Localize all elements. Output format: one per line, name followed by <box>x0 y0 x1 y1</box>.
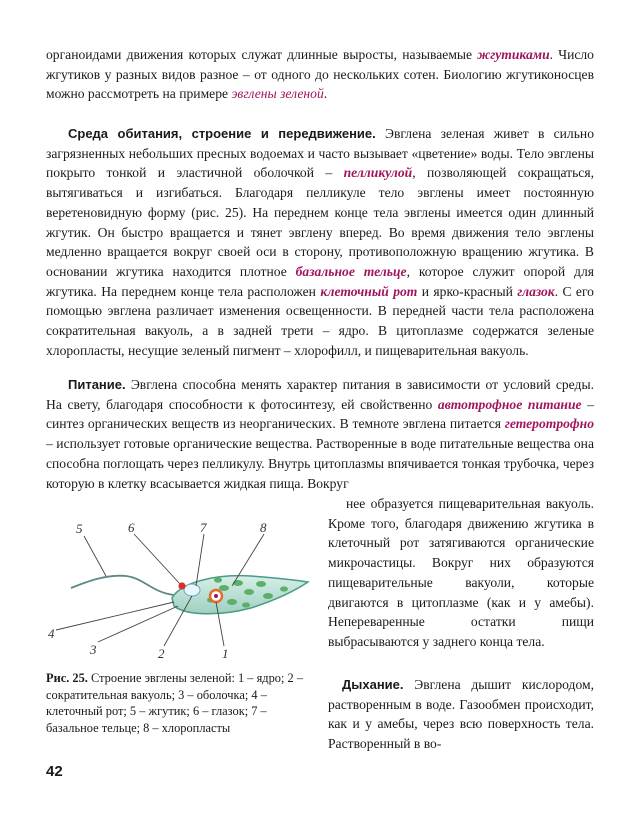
text-run: – синтез органических веществ из неорганических. В темноте эвглена питается <box>46 396 594 432</box>
section-heading-habitat: Среда обитания, строение и передвижение. <box>68 126 376 141</box>
caption-title: Рис. 25. <box>46 671 88 685</box>
chloroplast <box>244 589 254 595</box>
term-cell-mouth: клеточный рот <box>320 283 418 299</box>
term-pellikula: пелликулой <box>343 165 413 181</box>
term-zhgutiki: жгутиками <box>477 47 550 62</box>
figure-label-8: 8 <box>260 520 267 535</box>
figure-label-7: 7 <box>200 520 207 535</box>
section-heading-respiration: Дыхание. <box>342 677 404 692</box>
figure-label-4: 4 <box>48 626 55 641</box>
chloroplast <box>227 599 237 605</box>
text-run: и ярко-красный <box>417 283 518 299</box>
figure-label-5: 5 <box>76 521 83 536</box>
figure-label-3: 3 <box>90 642 97 657</box>
term-euglena: эвглены зеленой <box>231 86 324 102</box>
chloroplast <box>242 602 250 607</box>
text-run: нее образуется пищеварительная вакуоль. Кроме того, благодаря движению жгутика в клеточный рот затягиваются органические микрочастицы. Вокруг них образуются пищеварительные вакуоли, которые двигаются в цитоплазме (как и у амебы). Непереваренные остатки пищи выбрасываются у заднего конца тела. <box>328 496 594 649</box>
text-run: Эвглена способна менять характер питания в зависимости от условий среды. На свету, благодаря способности к фотосинтезу, ей свойственно <box>46 377 594 412</box>
term-eyespot: глазок <box>517 283 555 299</box>
paragraph-nutrition-continued <box>328 494 594 652</box>
paragraph-habitat <box>46 124 594 360</box>
term-basal-body: базальное тельце <box>295 263 407 279</box>
chloroplast <box>219 585 229 591</box>
section-heading-nutrition: Питание. <box>68 377 126 392</box>
chloroplast <box>233 580 243 586</box>
term-autotrophic: автотрофное питание <box>437 396 582 412</box>
figure-label-2: 2 <box>158 646 165 661</box>
term-heterotrophic: гетеротрофно <box>504 416 594 432</box>
flagellum <box>71 576 174 595</box>
paragraph-nutrition <box>46 375 594 493</box>
text-run: – использует готовые органические вещества. Растворенные в воде питательные вещества она способна поглощать через пелликулу. Внутрь цитоплазмы впячивается тонкая трубочка, через которую в клетку всасывается жидкая пища. Вокруг <box>46 436 594 491</box>
text-run: органоидами движения которых служат длинные выросты, называемые <box>46 47 478 62</box>
text-run: Эвглена зеленая живет в сильно загрязненных небольших пресных водоемах и часто вызывает «цветение» воды. Тело эвглены покрыто тонкой и эластичной оболочкой – <box>46 126 594 181</box>
text-run: . <box>323 86 328 102</box>
paragraph-respiration <box>328 675 594 754</box>
caption-text: Строение эвглены зеленой: 1 – ядро; 2 – сократительная вакуоль; 3 – оболочка; 4 – клеточный рот; 5 – жгутик; 6 – глазок; 7 – базальное тельце; 8 – хлоропласты <box>46 671 304 735</box>
figure-caption <box>46 670 316 736</box>
text-run: . Число жгутиков у разных видов разное – от одного до нескольких сотен. Биологию жгутиконосцев можно рассмотреть на примере <box>46 47 594 102</box>
text-run: . С его помощью эвглена различает изменения освещенности. В передней части тела расположена сократительная вакуоль, а в задней трети – ядро. В цитоплазме содержатся зеленые хлоропласты, несущие зеленый пигмент – хлорофилл, и пищеварительная вакуоль. <box>46 283 594 358</box>
paragraph-intro <box>46 45 594 104</box>
chloroplast <box>256 581 266 587</box>
nucleolus <box>214 594 218 598</box>
text-run: , которое служит опорой для жгутика. На переднем конце тела расположен <box>46 263 594 299</box>
chloroplast <box>280 586 288 591</box>
chloroplast <box>263 593 273 599</box>
chloroplast <box>214 577 222 582</box>
text-run: Эвглена дышит кислородом, растворенным в воде. Газообмен происходит, как и у амебы, через всю поверхность тела. Растворенный в во- <box>328 677 594 752</box>
page-number: 42 <box>46 763 63 780</box>
figure-label-1: 1 <box>222 646 229 661</box>
contractile-vacuole <box>184 584 200 596</box>
text-run: , позволяющей сокращаться, вытягиваться и изгибаться. Благодаря пелликуле тело эвглены имеет постоянную веретеновидную форму (рис. 25). На переднем конце тела эвглены имеется один длинный жгутик. Он быстро вращается и тянет эвглену вперед. Во время движения тело эвглены медленно вращается вокруг своей оси в сторону, противоположную вращению жгутика. В основании жгутика находится плотное <box>46 165 594 279</box>
euglena-figure <box>46 520 318 662</box>
figure-label-6: 6 <box>128 520 135 535</box>
